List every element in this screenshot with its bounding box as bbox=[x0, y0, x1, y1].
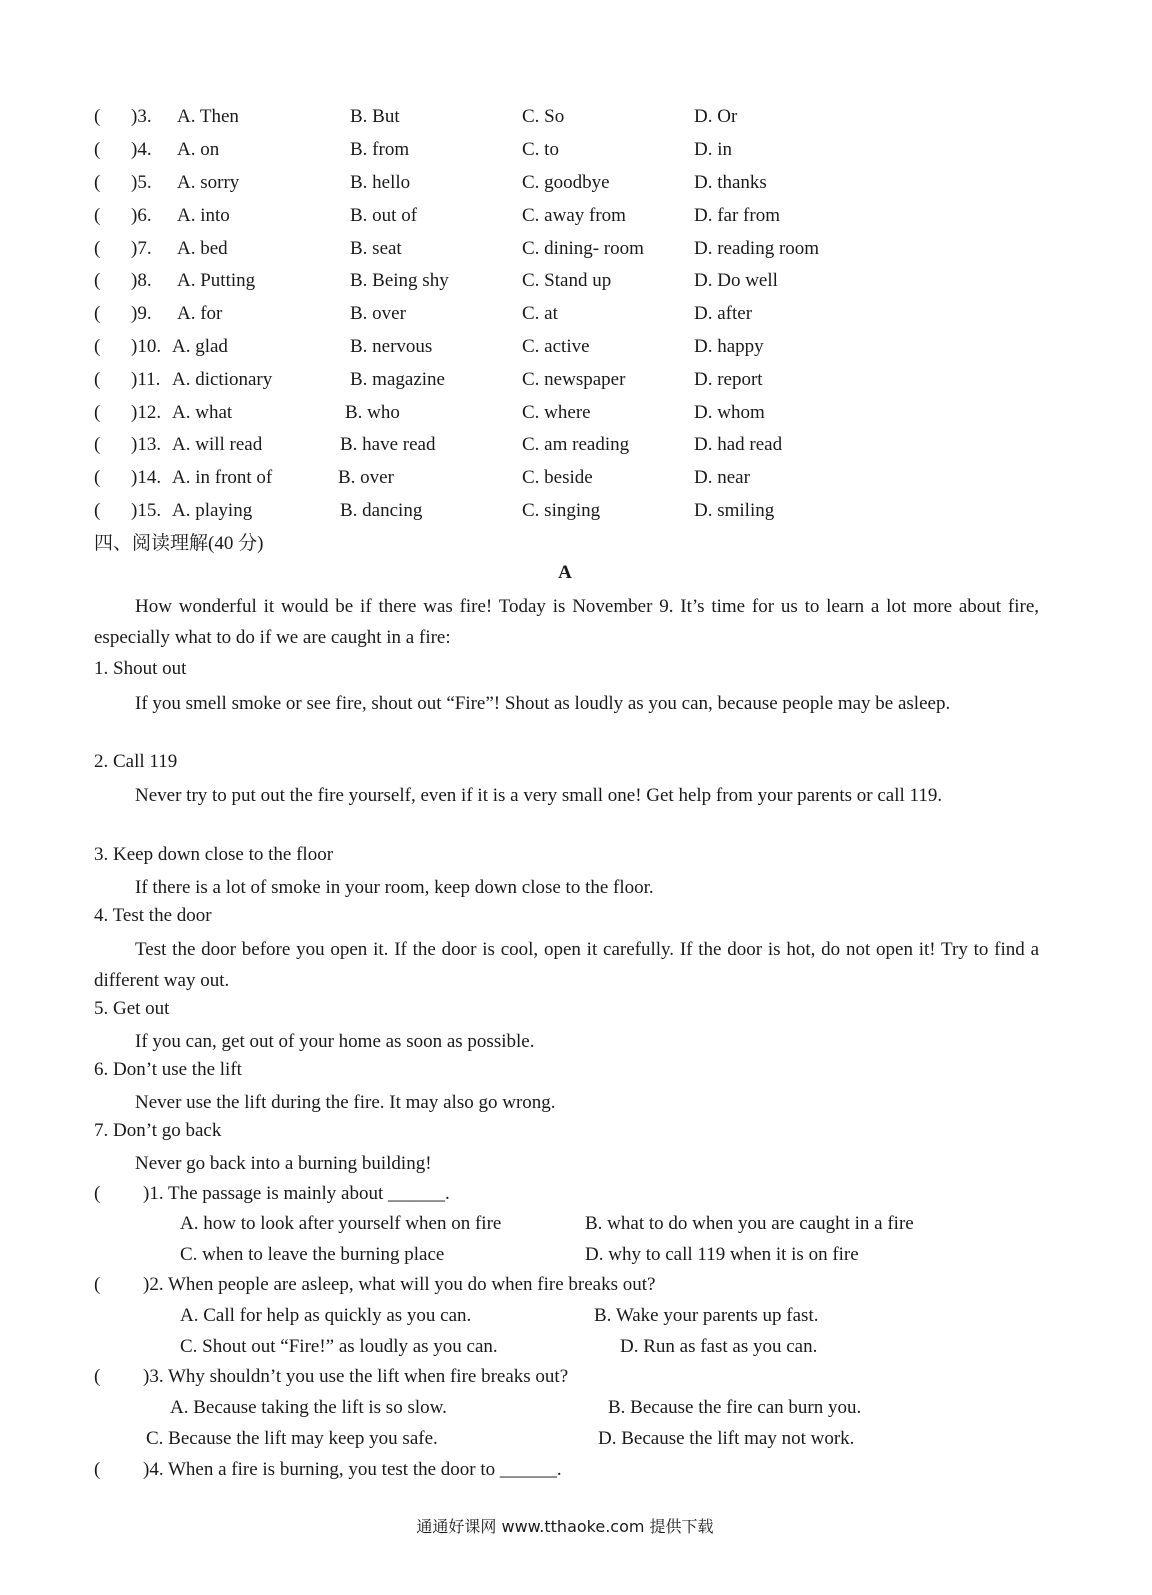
option-b: B. who bbox=[345, 402, 400, 423]
answer-paren: ( bbox=[94, 1459, 101, 1480]
option-b: B. seat bbox=[350, 238, 402, 259]
choice-row bbox=[0, 369, 1152, 399]
passage-label: A bbox=[558, 562, 572, 583]
tip-body: Never try to put out the fire yourself, even if it is a very small one! Get help from your parents or call 119. bbox=[135, 785, 943, 806]
option-c: C. to bbox=[522, 139, 559, 160]
choice-row bbox=[0, 336, 1152, 366]
tip-heading: 6. Don’t use the lift bbox=[94, 1059, 242, 1080]
question-stem: )2. When people are asleep, what will you do when fire breaks out? bbox=[143, 1274, 656, 1295]
option-b: B. have read bbox=[340, 434, 436, 455]
section-title: 四、阅读理解(40 分) bbox=[94, 533, 264, 554]
option-c: C. singing bbox=[522, 500, 601, 521]
answer-paren: ( bbox=[94, 500, 101, 521]
choice-row bbox=[0, 238, 1152, 268]
choice-row bbox=[0, 467, 1152, 497]
question-number: )11. bbox=[131, 369, 161, 390]
question-number: )8. bbox=[131, 270, 152, 291]
option-c: C. active bbox=[522, 336, 590, 357]
tip-heading: 5. Get out bbox=[94, 998, 170, 1019]
option-c: C. dining- room bbox=[522, 238, 644, 259]
option-d: D. Because the lift may not work. bbox=[598, 1428, 855, 1449]
question-number: )12. bbox=[131, 402, 162, 423]
option-c: C. goodbye bbox=[522, 172, 610, 193]
tip-body: Never go back into a burning building! bbox=[135, 1153, 432, 1174]
option-a: A. how to look after yourself when on fire bbox=[180, 1213, 502, 1234]
answer-paren: ( bbox=[94, 172, 101, 193]
option-a: A. sorry bbox=[177, 172, 240, 193]
option-c: C. Shout out “Fire!” as loudly as you can. bbox=[180, 1336, 498, 1357]
tip-heading: 2. Call 119 bbox=[94, 751, 178, 772]
answer-paren: ( bbox=[94, 303, 101, 324]
passage-intro: How wonderful it would be if there was fire! Today is November 9. It’s time for us to learn a lot more about fire, especially what to do if we are caught in a fire: bbox=[94, 596, 1039, 648]
answer-paren: ( bbox=[94, 139, 101, 160]
option-a: A. in front of bbox=[172, 467, 273, 488]
option-b: B. magazine bbox=[350, 369, 445, 390]
answer-paren: ( bbox=[94, 467, 101, 488]
choice-row bbox=[0, 500, 1152, 530]
option-a: A. will read bbox=[172, 434, 263, 455]
tip-heading: 3. Keep down close to the floor bbox=[94, 844, 334, 865]
option-b: B. hello bbox=[350, 172, 411, 193]
tip-body: If you can, get out of your home as soon as possible. bbox=[135, 1031, 535, 1052]
option-c: C. when to leave the burning place bbox=[180, 1244, 445, 1265]
option-d: D. why to call 119 when it is on fire bbox=[585, 1244, 859, 1265]
option-c: C. at bbox=[522, 303, 558, 324]
option-d: D. near bbox=[694, 467, 750, 488]
option-b: B. nervous bbox=[350, 336, 433, 357]
choice-row bbox=[0, 205, 1152, 235]
option-a: A. for bbox=[177, 303, 223, 324]
option-c: C. Because the lift may keep you safe. bbox=[146, 1428, 438, 1449]
option-d: D. reading room bbox=[694, 238, 820, 259]
option-d: D. thanks bbox=[694, 172, 767, 193]
question-number: )10. bbox=[131, 336, 162, 357]
answer-paren: ( bbox=[94, 369, 101, 390]
choice-row bbox=[0, 139, 1152, 169]
tip-body: Test the door before you open it. If the door is cool, open it carefully. If the door is hot, do not open it! Try to find a different way out. bbox=[94, 939, 1039, 991]
option-d: D. after bbox=[694, 303, 753, 324]
answer-paren: ( bbox=[94, 434, 101, 455]
question-stem: )1. The passage is mainly about ______. bbox=[143, 1183, 450, 1204]
tip-heading: 1. Shout out bbox=[94, 658, 187, 679]
answer-paren: ( bbox=[94, 205, 101, 226]
option-a: A. Putting bbox=[177, 270, 256, 291]
answer-paren: ( bbox=[94, 1183, 101, 1204]
option-b: B. over bbox=[338, 467, 394, 488]
choice-row bbox=[0, 434, 1152, 464]
page-footer: 通通好课网 www.tthaoke.com 提供下载 bbox=[416, 1517, 714, 1536]
option-d: D. report bbox=[694, 369, 763, 390]
answer-paren: ( bbox=[94, 270, 101, 291]
tip-heading: 7. Don’t go back bbox=[94, 1120, 222, 1141]
answer-paren: ( bbox=[94, 402, 101, 423]
option-d: D. Or bbox=[694, 106, 738, 127]
answer-paren: ( bbox=[94, 336, 101, 357]
question-number: )7. bbox=[131, 238, 152, 259]
option-a: A. Because taking the lift is so slow. bbox=[170, 1397, 447, 1418]
option-b: B. from bbox=[350, 139, 410, 160]
choice-row bbox=[0, 303, 1152, 333]
option-b: B. what to do when you are caught in a fire bbox=[585, 1213, 914, 1234]
answer-paren: ( bbox=[94, 106, 101, 127]
question-number: )15. bbox=[131, 500, 162, 521]
option-c: C. where bbox=[522, 402, 591, 423]
option-a: A. into bbox=[177, 205, 230, 226]
question-number: )13. bbox=[131, 434, 162, 455]
question-number: )9. bbox=[131, 303, 152, 324]
question-number: )4. bbox=[131, 139, 152, 160]
question-number: )3. bbox=[131, 106, 152, 127]
question-number: )5. bbox=[131, 172, 152, 193]
option-c: C. So bbox=[522, 106, 565, 127]
option-b: B. dancing bbox=[340, 500, 423, 521]
option-d: D. Do well bbox=[694, 270, 778, 291]
choice-row bbox=[0, 402, 1152, 432]
option-c: C. Stand up bbox=[522, 270, 612, 291]
answer-paren: ( bbox=[94, 1366, 101, 1387]
option-b: B. over bbox=[350, 303, 406, 324]
option-c: C. newspaper bbox=[522, 369, 626, 390]
option-d: D. in bbox=[694, 139, 732, 160]
option-b: B. Because the fire can burn you. bbox=[608, 1397, 862, 1418]
tip-body: If you smell smoke or see fire, shout out “Fire”! Shout as loudly as you can, because people may be asleep. bbox=[135, 693, 951, 714]
option-a: A. playing bbox=[172, 500, 253, 521]
question-stem: )4. When a fire is burning, you test the door to ______. bbox=[143, 1459, 562, 1480]
question-stem: )3. Why shouldn’t you use the lift when fire breaks out? bbox=[143, 1366, 569, 1387]
option-c: C. am reading bbox=[522, 434, 630, 455]
answer-paren: ( bbox=[94, 238, 101, 259]
question-number: )14. bbox=[131, 467, 162, 488]
option-d: D. smiling bbox=[694, 500, 775, 521]
option-a: A. bed bbox=[177, 238, 228, 259]
option-b: B. Being shy bbox=[350, 270, 449, 291]
tip-body: Never use the lift during the fire. It may also go wrong. bbox=[135, 1092, 556, 1113]
option-a: A. on bbox=[177, 139, 220, 160]
option-a: A. what bbox=[172, 402, 233, 423]
option-a: A. Then bbox=[177, 106, 239, 127]
option-c: C. beside bbox=[522, 467, 593, 488]
option-c: C. away from bbox=[522, 205, 626, 226]
choice-row bbox=[0, 106, 1152, 136]
option-d: D. far from bbox=[694, 205, 780, 226]
tip-heading: 4. Test the door bbox=[94, 905, 212, 926]
option-d: D. had read bbox=[694, 434, 783, 455]
question-number: )6. bbox=[131, 205, 152, 226]
option-d: D. happy bbox=[694, 336, 764, 357]
choice-row bbox=[0, 270, 1152, 300]
option-d: D. whom bbox=[694, 402, 765, 423]
tip-body: If there is a lot of smoke in your room, keep down close to the floor. bbox=[135, 877, 654, 898]
answer-paren: ( bbox=[94, 1274, 101, 1295]
option-d: D. Run as fast as you can. bbox=[620, 1336, 818, 1357]
option-b: B. Wake your parents up fast. bbox=[594, 1305, 819, 1326]
option-a: A. glad bbox=[172, 336, 228, 357]
option-b: B. But bbox=[350, 106, 400, 127]
choice-row bbox=[0, 172, 1152, 202]
option-a: A. dictionary bbox=[172, 369, 273, 390]
option-b: B. out of bbox=[350, 205, 418, 226]
option-a: A. Call for help as quickly as you can. bbox=[180, 1305, 472, 1326]
